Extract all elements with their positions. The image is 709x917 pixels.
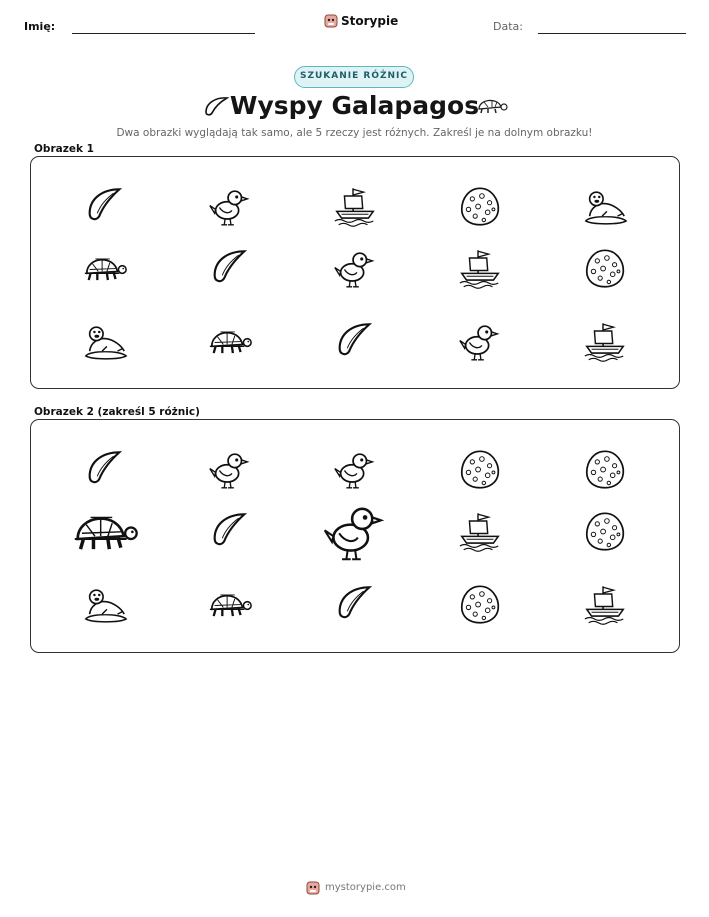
tortoise-icon[interactable] <box>206 582 254 629</box>
ship-icon <box>581 319 629 366</box>
coral-icon[interactable] <box>456 447 504 494</box>
tortoise-icon <box>81 246 129 293</box>
picture-2-panel[interactable] <box>30 419 680 653</box>
seal-icon[interactable] <box>81 582 129 629</box>
ship-icon[interactable] <box>581 582 629 629</box>
claw-icon[interactable] <box>331 582 379 629</box>
panel1-label: Obrazek 1 <box>34 143 94 155</box>
bird-icon <box>456 319 504 366</box>
panel2-label: Obrazek 2 (zakreśl 5 różnic) <box>34 406 200 418</box>
seal-icon <box>581 184 629 231</box>
bird-icon[interactable] <box>319 498 391 567</box>
coral-icon <box>456 184 504 231</box>
page-title: Wyspy Galapagos <box>229 91 480 120</box>
claw-icon <box>206 246 254 293</box>
tortoise-icon[interactable] <box>69 498 141 567</box>
claw-icon <box>81 184 129 231</box>
picture-1-panel <box>30 156 680 389</box>
activity-badge: SZUKANIE RÓŻNIC <box>294 66 414 88</box>
coral-icon[interactable] <box>581 509 629 556</box>
tortoise-icon <box>206 319 254 366</box>
ship-icon <box>331 184 379 231</box>
footer-url: mystorypie.com <box>325 882 406 893</box>
storypie-mascot-icon <box>306 880 320 895</box>
claw-icon[interactable] <box>81 447 129 494</box>
bird-icon <box>206 184 254 231</box>
bird-icon[interactable] <box>331 447 379 494</box>
coral-icon <box>581 246 629 293</box>
brand-name: Storypie <box>341 13 399 28</box>
date-line[interactable] <box>538 33 686 34</box>
date-label: Data: <box>493 20 523 33</box>
name-line[interactable] <box>72 33 255 34</box>
ship-icon <box>456 246 504 293</box>
tortoise-icon <box>474 93 510 117</box>
claw-icon <box>331 319 379 366</box>
name-label: Imię: <box>24 20 56 33</box>
ship-icon[interactable] <box>456 509 504 556</box>
seal-icon <box>81 319 129 366</box>
coral-icon[interactable] <box>581 447 629 494</box>
bird-icon[interactable] <box>206 447 254 494</box>
coral-icon[interactable] <box>456 582 504 629</box>
instructions: Dwa obrazki wyglądają tak samo, ale 5 rzeczy jest różnych. Zakreśl je na dolnym obrazku! <box>116 127 593 139</box>
footer <box>306 880 406 895</box>
claw-icon[interactable] <box>206 509 254 556</box>
brand-logo <box>324 13 398 28</box>
storypie-mascot-icon <box>324 13 338 28</box>
bird-icon <box>331 246 379 293</box>
